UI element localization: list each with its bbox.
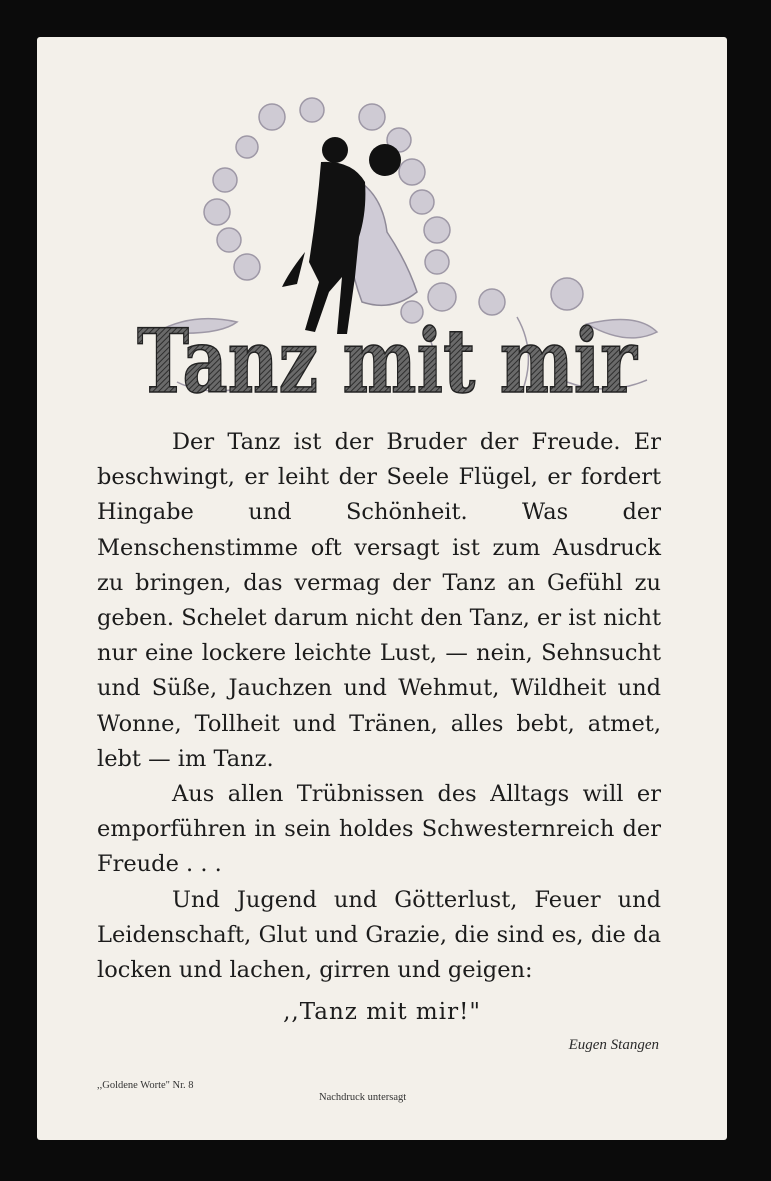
- paragraph: Und Jugend und Götterlust, Feuer und Leidenschaft, Glut und Grazie, die sind es, die da locken und lachen, girren und geigen:: [97, 886, 661, 984]
- dancing-couple-illustration: [97, 62, 657, 422]
- series-label: ,,Goldene Worte" Nr. 8: [97, 1080, 194, 1091]
- closing-quote: ,,Tanz mit mir!": [283, 999, 481, 1025]
- postcard: [37, 37, 727, 1140]
- gentleman-silhouette: [282, 137, 365, 334]
- card-title: Tanz mit mir: [137, 309, 639, 413]
- paragraph: Der Tanz ist der Bruder der Freude. Er beschwingt, er leiht der Seele Flügel, er fordert Hingabe und Schönheit. Was der Menschenstimme oft versagt ist zum Ausdruck zu bringen, das vermag der Tanz an Gefühl zu geben. Schelet darum nicht den Tanz, er ist nicht nur eine lockere leichte Lust, — nein, Sehnsucht und Süße, Jauchzen und Wehmut, Wildheit und Wonne, Tollheit und Tränen, alles bebt, atmet, lebt — im Tanz.: [97, 429, 661, 772]
- paragraph: Aus allen Trübnissen des Alltags will er emporführen in sein holdes Schwesternreich der Freude . . .: [97, 781, 661, 878]
- author-signature: Eugen Stangen: [568, 1037, 659, 1053]
- copyright-notice: Nachdruck untersagt: [319, 1092, 407, 1103]
- body-text: [97, 425, 661, 988]
